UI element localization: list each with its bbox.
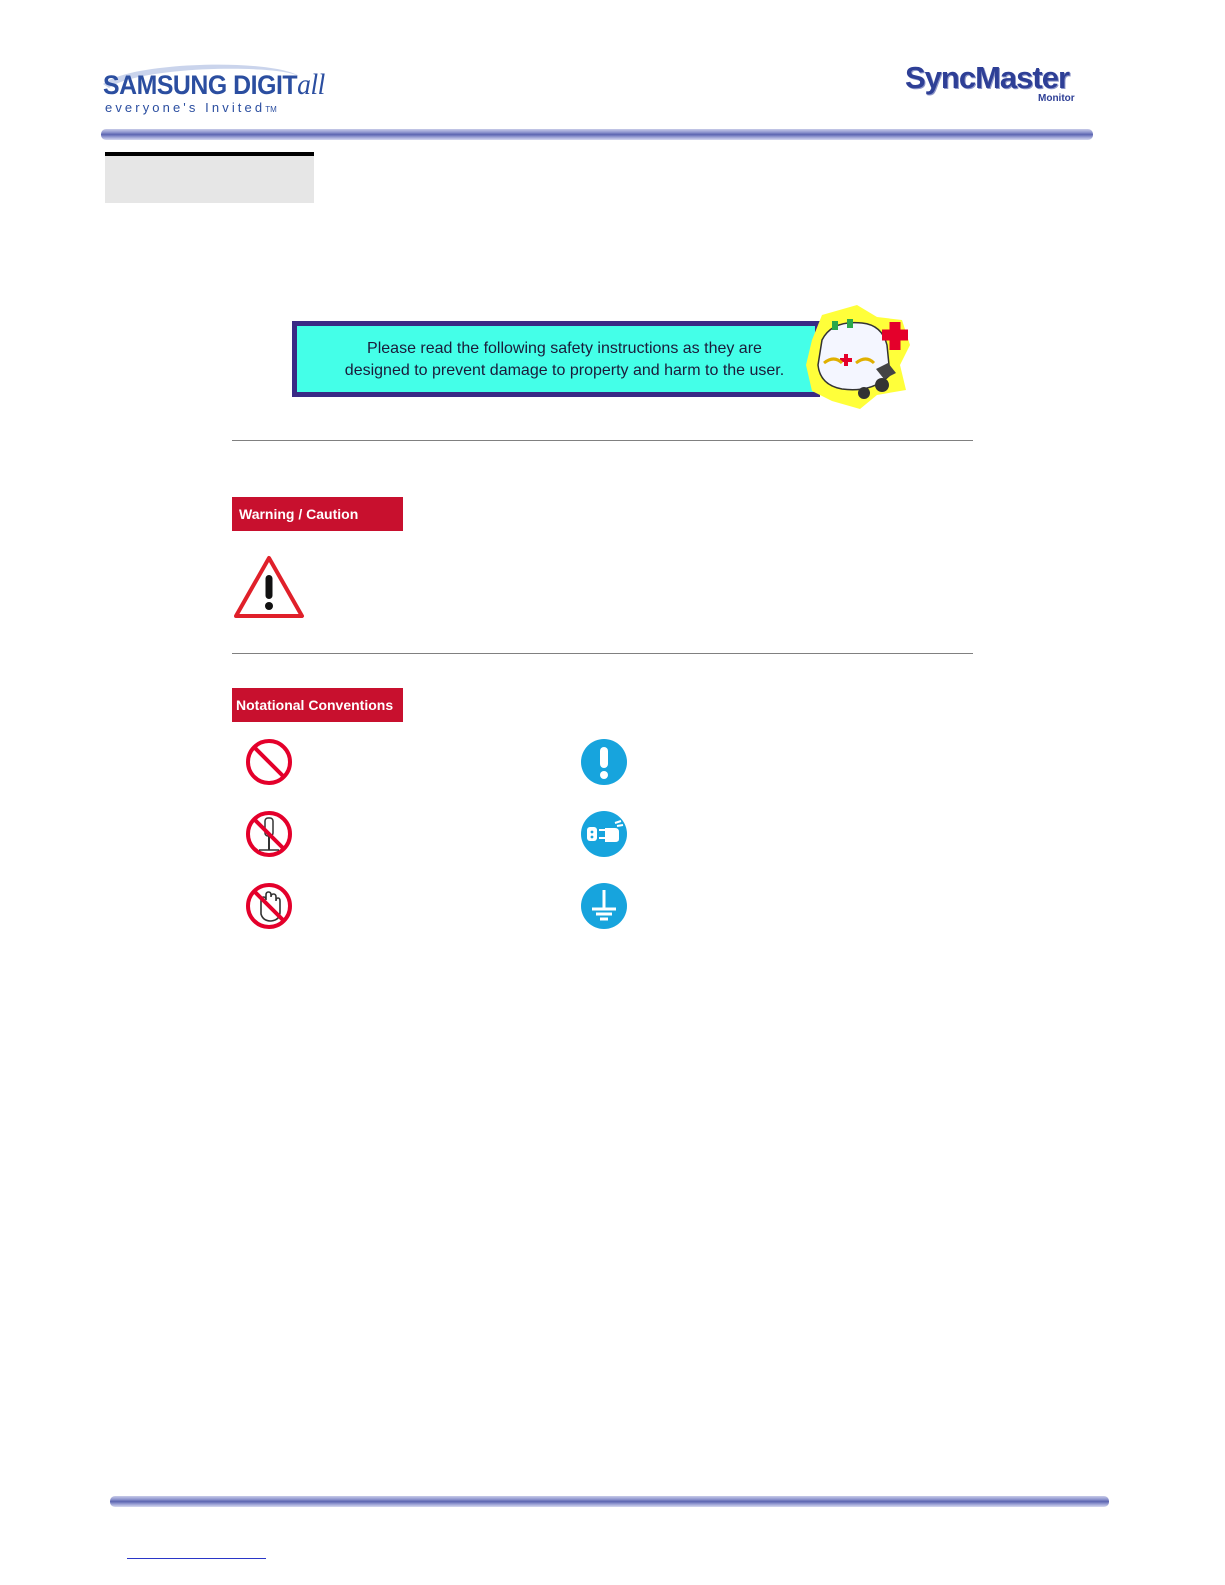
prohibited-icon xyxy=(245,738,293,786)
samsung-brand-text: SAMSUNG DIGITall xyxy=(103,68,325,101)
divider xyxy=(232,440,973,441)
do-not-disassemble-icon xyxy=(245,810,293,858)
unplug-icon xyxy=(581,811,627,857)
section-title-tab xyxy=(105,152,314,203)
warning-caution-label: Warning / Caution xyxy=(232,497,403,531)
divider xyxy=(232,653,973,654)
important-icon xyxy=(581,739,627,785)
ambulance-icon xyxy=(802,305,917,410)
do-not-touch-icon xyxy=(245,882,293,930)
samsung-logo xyxy=(103,68,325,118)
syncmaster-name: SyncMaster xyxy=(905,60,1070,95)
syncmaster-subtitle: Monitor xyxy=(1038,93,1075,104)
banner-box xyxy=(292,321,820,397)
banner-line-2: designed to prevent damage to property and harm to the user. xyxy=(344,362,785,379)
banner-line-1: Please read the following safety instructions as they are xyxy=(367,340,762,357)
footer-divider xyxy=(110,1496,1109,1507)
warning-triangle-icon xyxy=(233,555,305,619)
samsung-tagline: everyone's InvitedTM xyxy=(105,100,277,115)
notational-conventions-label: Notational Conventions xyxy=(232,688,403,722)
safety-banner xyxy=(292,321,917,411)
syncmaster-logo xyxy=(905,60,1095,110)
header-divider xyxy=(101,129,1093,140)
trademark-mark: TM xyxy=(265,105,277,114)
ground-icon xyxy=(581,883,627,929)
footer-link[interactable] xyxy=(127,1550,266,1559)
